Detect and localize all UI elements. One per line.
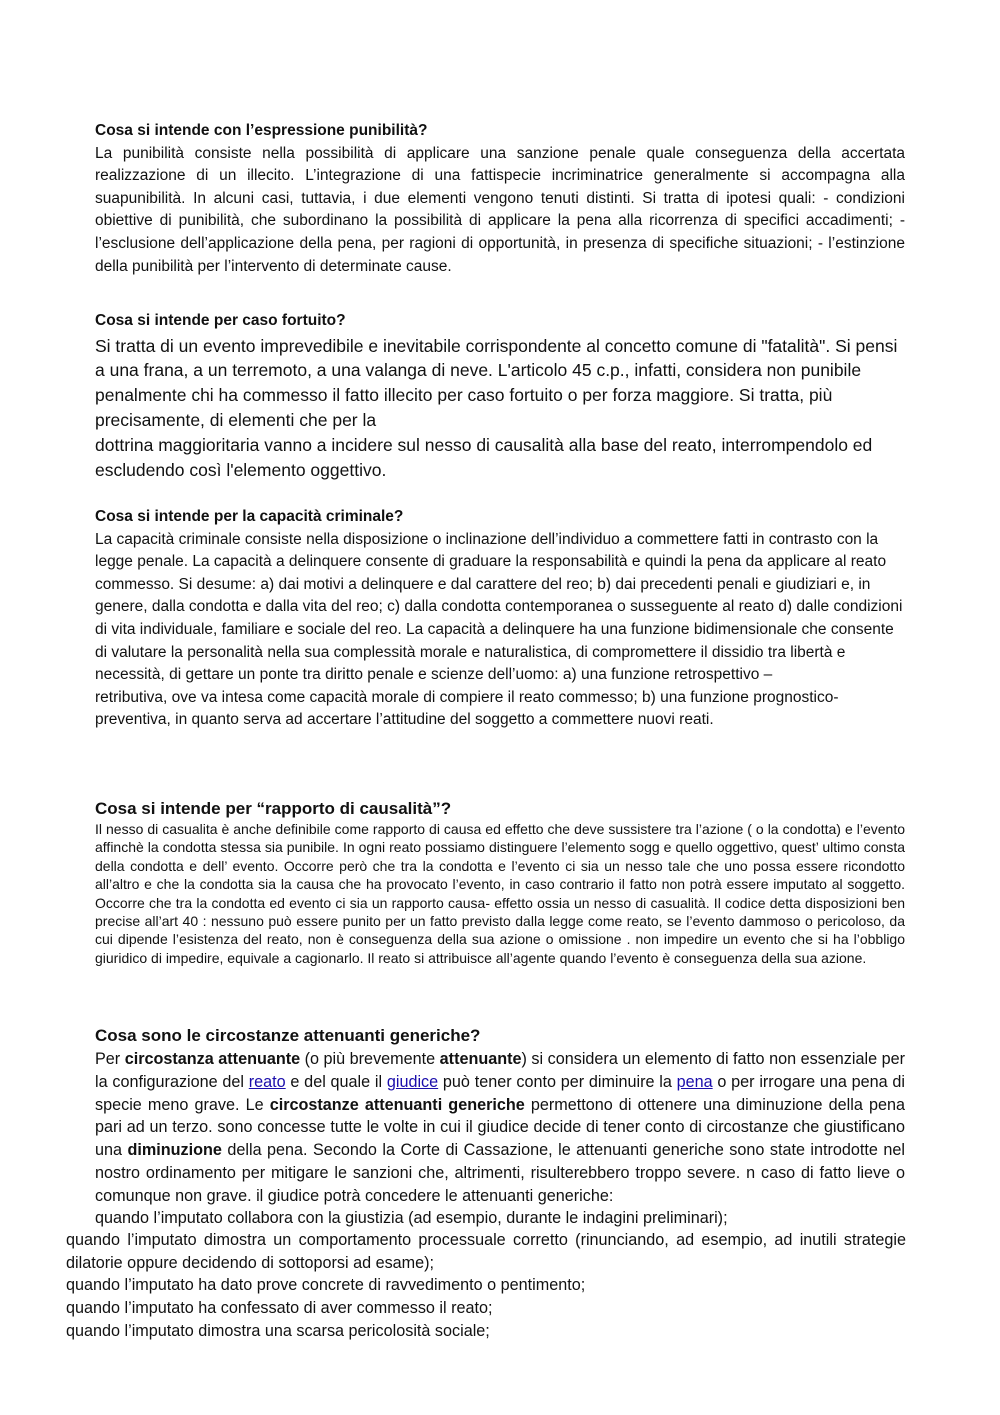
question-heading: Cosa si intende con l’espressione punibilità?: [95, 122, 428, 139]
text-run: (o più brevemente: [300, 1050, 440, 1068]
section-caso-fortuito: [95, 310, 905, 482]
text-run: ) si considera un elemento di fatto non essenziale per la configurazione del: [95, 1050, 905, 1091]
list-item: quando l’imputato collabora con la giustizia (ad esempio, durante le indagini preliminari);: [95, 1209, 728, 1227]
link-giudice[interactable]: giudice: [386, 1072, 439, 1091]
question-heading: Cosa sono le circostanze attenuanti generiche?: [95, 1026, 481, 1045]
link-reato[interactable]: reato: [248, 1072, 286, 1091]
text-run: può tener conto per diminuire la: [438, 1072, 677, 1091]
question-heading: Cosa si intende per caso fortuito?: [95, 312, 346, 329]
answer-paragraph: [95, 1048, 905, 1208]
text-run: Per: [95, 1050, 125, 1068]
bold-term: diminuzione: [127, 1141, 222, 1160]
answer-paragraph: La punibilità consiste nella possibilità di applicare una sanzione penale quale conseguenza della accertata realizzazione di un illecito. L’integrazione di una fattispecie incriminatrice generalmente si accompagna alla suapunibilità. In alcuni casi, tuttavia, i due elementi vengono tenuti distinti. Si tratta di ipotesi quali: - condizioni obiettive di punibilità, che subordinano la possibilità di applicare la pena alla ricorrenza di specifici accadimenti; - l’esclusione dell’applicazione della pena, per ragioni di opportunità, in presenza di specifiche situazioni; - l’estinzione della punibilità per l’intervento di determinate cause.: [95, 144, 905, 275]
bold-term: attenuante: [439, 1050, 522, 1068]
text-run: o per irrogare una pena di specie meno grave. Le: [95, 1072, 905, 1114]
answer-paragraph: legge penale. La capacità a delinquere consente di graduare la responsabilità e quindi la pena da applicare al reato commesso. Si desume: a) dai motivi a delinquere e dal carattere del reo; b) dai precedenti penali e giudiziari e, in genere, dalla condotta e dalla vita del reo; c) dalla condotta contemporanea o susseguente al reato d) dalle condizioni di vita individuale, familiare e sociale del reo. La capacità a delinquere ha una funzione bidimensionale che consente di valutare la personalità nella sua complessità morale e naturalistica, di compromettere il dissidio tra libertà e necessità, di gettare un ponte tra diritto penale e scienze dell’uomo: a) una funzione retrospettivo –: [95, 553, 903, 684]
answer-paragraph: retributiva, ove va intesa come capacità morale di compiere il reato commesso; b) una funzione prognostico-preventiva, in quanto serva ad accertare l’attitudine del soggetto a commettere nuovi reati.: [95, 688, 839, 729]
bold-term: circostanza attenuante: [124, 1050, 301, 1068]
section-attenuanti-generiche: [95, 1024, 905, 1208]
list-item: quando l’imputato dimostra una scarsa pericolosità sociale;: [66, 1322, 490, 1340]
text-run: e del quale il: [285, 1072, 387, 1091]
question-heading: Cosa si intende per “rapporto di causalità”?: [95, 799, 452, 818]
text-run: della pena. Secondo la Corte di Cassazione, le attenuanti generiche sono state introdotte nel nostro ordinamento per mitigare le sanzioni che, altrimenti, risulterebbero troppo severe. n caso di fatto lieve o comunque non grave. il giudice potrà concedere le attenuanti generiche:: [95, 1141, 905, 1205]
bold-term: circostanze attenuanti generiche: [269, 1095, 525, 1114]
answer-paragraph: Si tratta di un evento imprevedibile e inevitabile corrispondente al concetto comune di "fatalità". Si pensi a una frana, a un terremoto, a una valanga di neve. L'articolo 45 c.p., infatti, considera non punibile penalmente chi ha commesso il fatto illecito per caso fortuito o per forza maggiore. Si tratta, più precisamente, di elementi che per la: [95, 335, 898, 430]
answer-paragraph: Il nesso di casualita è anche definibile come rapporto di causa ed effetto che deve sussistere tra l’azione ( o la condotta) e l’evento affinchè la condotta stessa sia punibile. In ogni reato possiamo distinguere l’elemento sogg e quello oggettivo, quest’ ultimo consta della condotta e dell’ evento. Occorre però che tra la condotta e l’evento ci sia un nesso tale che uno possa essere ricondotto all’altro e che la condotta sia la causa che ha provocato l’evento, in caso contrario il fatto non potrà essere imputato al soggetto. Occorre che tra la condotta ed evento ci sia un rapporto causa- effetto ossia un nesso di casualità. Il codice detta disposizioni ben precise all’art 40 : nessuno può essere punito per un fatto previsto dalla legge come reato, se l’evento dammoso o pericoloso, da cui dipende l’esistenza del reato, non è conseguenza della sua azione o omissione . non impedire un evento che si ha l’obbligo giuridico di impedire, equivale a cagionarlo. Il reato si attribuisce all’agente quando l’evento è conseguenza della sua azione.: [95, 821, 905, 966]
list-item: quando l’imputato ha dato prove concrete di ravvedimento o pentimento;: [66, 1276, 586, 1294]
section-capacita-criminale: [95, 506, 905, 732]
text-run: permettono di ottenere una diminuzione della pena pari ad un terzo. sono concesse tutte le volte in cui il giudice decide di tener conto di circostanze che giustificano una: [95, 1095, 905, 1160]
link-pena[interactable]: pena: [676, 1072, 713, 1091]
question-heading: Cosa si intende per la capacità criminale?: [95, 508, 404, 525]
answer-paragraph: La capacità criminale consiste nella disposizione o inclinazione dell’individuo a commettere fatti in contrasto con la: [95, 530, 879, 548]
answer-paragraph: dottrina maggioritaria vanno a incidere sul nesso di causalità alla base del reato, interrompendolo ed escludendo così l'elemento oggettivo.: [95, 434, 873, 480]
section-punibilita: [95, 120, 905, 278]
section-rapporto-causalita: [95, 798, 905, 967]
list-item: quando l’imputato dimostra un comportamento processuale corretto (rinunciando, ad esempio, ad inutili strategie dilatorie oppure decidendo di sottoporsi ad esame);: [66, 1231, 906, 1272]
list-item: quando l’imputato ha confessato di aver commesso il reato;: [66, 1299, 493, 1317]
